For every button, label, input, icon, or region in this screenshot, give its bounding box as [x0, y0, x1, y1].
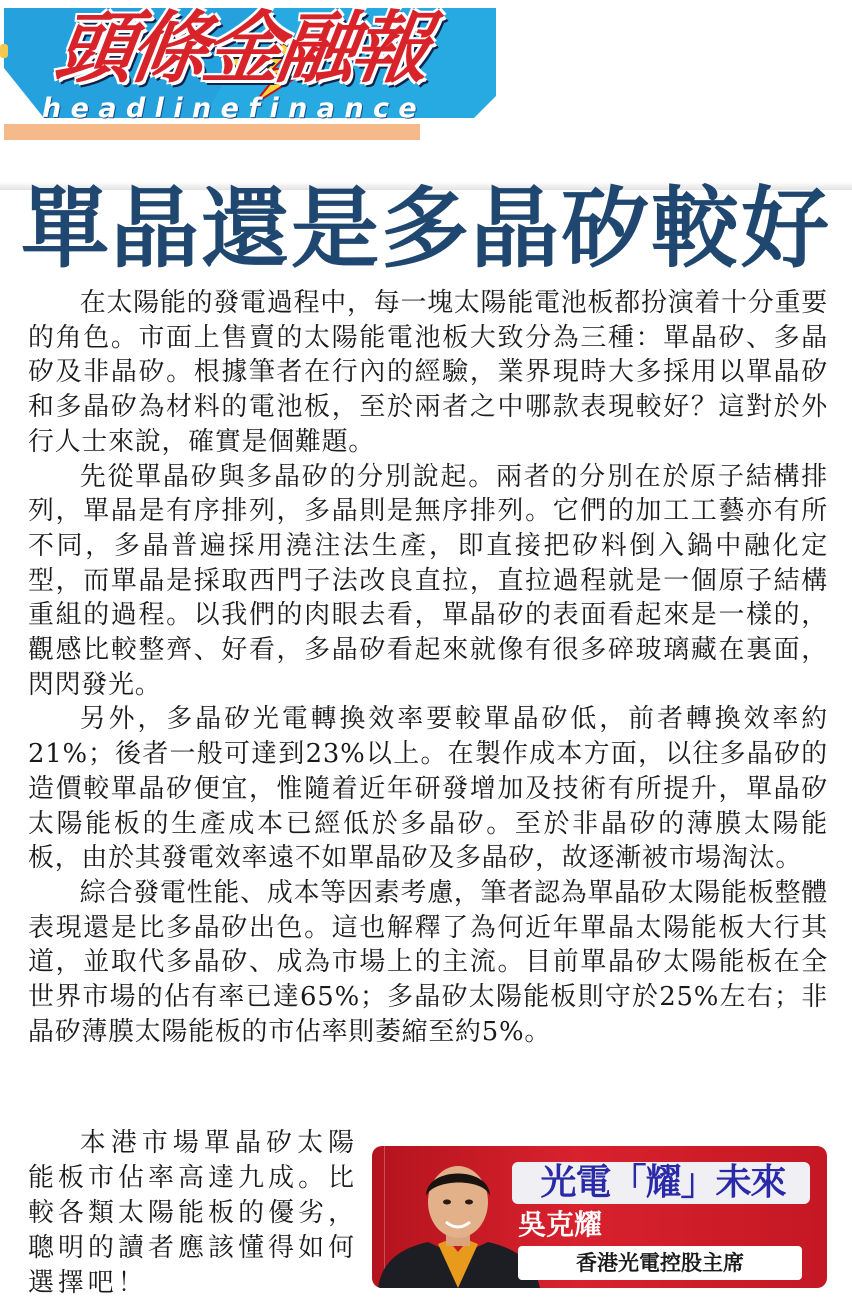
- masthead-underline-notch: [176, 128, 276, 140]
- column-banner: [372, 1146, 827, 1288]
- author-name: 吳克耀: [518, 1208, 603, 1241]
- article-headline: 單晶還是多晶矽較好: [20, 176, 831, 280]
- masthead-subtitle: headlinefinance: [42, 93, 427, 124]
- masthead: [0, 0, 852, 190]
- article-body: [28, 286, 828, 1049]
- author-title: 香港光電控股主席: [576, 1251, 744, 1275]
- article-paragraph: 在太陽能的發電過程中，每一塊太陽能電池板都扮演着十分重要的角色。市面上售賣的太陽能電池板大致分為三種：單晶矽、多晶矽及非晶矽。根據筆者在行內的經驗，業界現時大多採用以單晶矽和多晶矽為材料的電池板，至於兩者之中哪款表現較好？這對於外行人士來說，確實是個難題。: [28, 288, 828, 457]
- masthead-title: 頭條金融報: [49, 4, 433, 94]
- article-closing: [28, 1126, 358, 1301]
- article-paragraph: 先從單晶矽與多晶矽的分別說起。兩者的分別在於原子結構排列，單晶是有序排列，多晶則是無序排列。它們的加工工藝亦有所不同，多晶普遍採用澆注法生產，即直接把矽料倒入鍋中融化定型，而單晶是採取西門子法改良直拉，直拉過程就是一個原子結構重組的過程。以我們的肉眼去看，單晶矽的表面看起來是一樣的，觀感比較整齊、好看，多晶矽看起來就像有很多碎玻璃藏在裏面，閃閃發光。: [28, 461, 828, 700]
- article-paragraph: 綜合發電性能、成本等因素考慮，筆者認為單晶矽太陽能板整體表現還是比多晶矽出色。這也解釋了為何近年單晶太陽能板大行其道，並取代多晶矽、成為市場上的主流。目前單晶矽太陽能板在全世界市場的佔有率已達65%；多晶矽太陽能板則守於25%左右；非晶矽薄膜太陽能板的市佔率則萎縮至約5%。: [28, 877, 828, 1047]
- article-paragraph: 另外，多晶矽光電轉換效率要較單晶矽低，前者轉換效率約21%；後者一般可達到23%以上。在製作成本方面，以往多晶矽的造價較單晶矽便宜，惟隨着近年研發增加及技術有所提升，單晶矽太陽能板的生產成本已經低於多晶矽。至於非晶矽的薄膜太陽能板，由於其發電效率遠不如單晶矽及多晶矽，故逐漸被市場淘汰。: [28, 704, 828, 874]
- closing-paragraph: 本港市場單晶矽太陽能板市佔率高達九成。比較各類太陽能板的優劣，聰明的讀者應該懂得如何選擇吧！: [28, 1128, 358, 1298]
- masthead-accent: [0, 44, 8, 58]
- column-title: 光電「耀」未來: [540, 1162, 786, 1203]
